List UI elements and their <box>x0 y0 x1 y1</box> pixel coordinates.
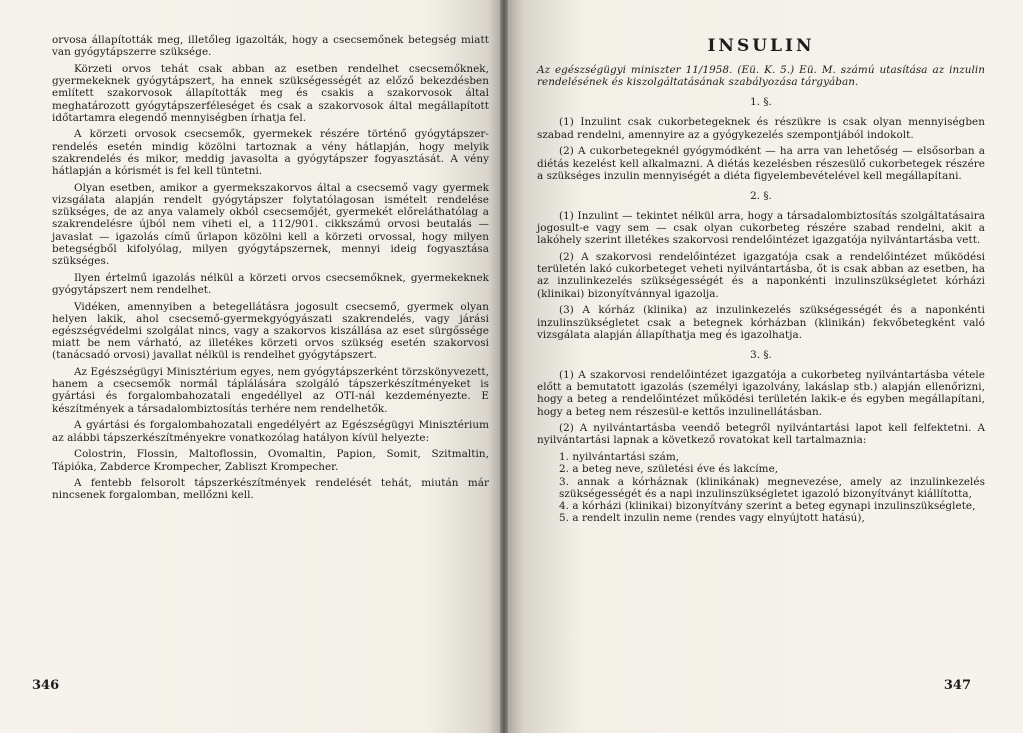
left-paragraph-7: A gyártási és forgalombahozatali engedélyért az Egészségügyi Minisztérium az alábbi tápszerkészítményekre vonatkozólag hatályon kívül helyezte: <box>52 419 489 444</box>
list-item: 1. nyilvántartási szám, <box>559 451 680 464</box>
left-paragraph-2: A körzeti orvosok csecsemők, gyermekek részére történő gyógytápszer-rendelés esetén mindig közölni tartoznak a vény hátlapján, hogy melyik szakrendelés és mikor, meddig javasolta a gyógytápszer fogyasztását. A vény hátlapján a kórismét is fel kell tüntetni. <box>52 128 489 178</box>
left-paragraph-8: Colostrin, Flossin, Maltoflossin, Ovomaltin, Papion, Somit, Szitmaltin, Tápióka, Zabderce Krompecher, Zabliszt Krompecher. <box>52 448 489 473</box>
list-item: 3. annak a kórháznak (klinikának) megnevezése, amely az inzulinkezelés szükségességét és a napi inzulinszükségletet igazoló bizonyítványt kiállította, <box>559 475 985 500</box>
right-page-number: 347 <box>943 678 971 693</box>
section-heading-2: 2. §. <box>750 189 772 202</box>
book-gutter <box>500 0 508 733</box>
section-2-paragraph-1: (2) A szakorvosi rendelőintézet igazgatója csak a rendelőintézet működési területén lakó cukorbeteget veheti nyilvántartásba, őt is csak abban az esetben, ha az inzulinkezelés szükségességét és a naponkénti inzulinszükségletet kórházi (klinikai) bizonyítvánnyal igazolja. <box>537 251 985 300</box>
left-paragraph-9: A fentebb felsorolt tápszerkészítmények rendelését tehát, miután már nincsenek forgalomban, mellőzni kell. <box>52 477 489 502</box>
list-item: 4. a kórházi (klinikai) bizonyítvány szerint a beteg egynapi inzulinszükséglete, <box>559 499 976 512</box>
left-paragraph-4: Ilyen értelmű igazolás nélkül a körzeti orvos csecsemőknek, gyermekeknek gyógytápszert nem rendelhet. <box>52 271 489 296</box>
left-paragraph-1: Körzeti orvos tehát csak abban az esetben rendelhet csecsemőknek, gyermekeknek gyógytápszert, ha ennek szükségességét az előző bekezdésben említett szakorvosok állapították meg és csakis a szakorvosok által meghatározott gyógytápszerféleséget és csak a szakorvosok által megállapított időtartamra elegendő mennyiségben írhatja fel. <box>52 62 489 124</box>
left-paragraph-6: Az Egészségügyi Minisztérium egyes, nem gyógytápszerként törzskönyvezett, hanem a csecsemők normál táplálására szolgáló tápszerkészítményeket is gyártási és forgalombahozatali engedéllyel az OTI-nál kezdeményezte. E készítmények a társadalombiztosítás terhére nem rendelhetők. <box>52 366 489 415</box>
section-heading-1: 1. §. <box>750 96 772 109</box>
section-2-paragraph-0: (1) Inzulint — tekintet nélkül arra, hogy a társadalombiztosítás szolgáltatásaira jogosult-e vagy sem — csak olyan cukorbeteg részére szabad rendelni, akit a lakóhely szerint illetékes szakorvosi rendelőintézet igazgatója nyilvántartásba vett. <box>537 209 985 247</box>
section-heading-3: 3. §. <box>750 348 772 361</box>
list-item: 2. a beteg neve, születési éve és lakcíme, <box>559 463 779 476</box>
left-paragraph-3: Olyan esetben, amikor a gyermekszakorvos által a csecsemő vagy gyermek vizsgálata alapján rendelt gyógytápszer folytatólagosan ismételt rendelése szükséges, de az anya valamely okból csecsemőjét, gyermekét előreláthatólag a szakrendelésre újból nem viheti el, a 112/901. cikkszámú orvosi beutalás — javaslat — igazolás című űrlapon közölni kell a körzeti orvossal, hogy milyen betegségből kifolyólag, milyen gyógytápszernek, mennyi ideig fogyasztása szükséges. <box>52 181 489 267</box>
right-page <box>503 0 1023 733</box>
list-item: 5. a rendelt inzulin neme (rendes vagy elnyújtott hatású), <box>559 512 865 525</box>
section-1-paragraph-0: (1) Inzulint csak cukorbetegeknek és részükre is csak olyan mennyiségben szabad rendelni, amennyire az a gyógykezelés szempontjából indokolt. <box>537 116 985 141</box>
section-1-paragraph-1: (2) A cukorbetegeknél gyógymódként — ha arra van lehetőség — elsősorban a diétás kezelést kell alkalmazni. A diétás kezelésben részesülő cukorbetegek részére a szükséges inzulin mennyiségét a diéta figyelembevételével kell megállapítani. <box>537 145 985 182</box>
section-3-paragraph-0: (1) A szakorvosi rendelőintézet igazgatója a cukorbeteg nyilvántartásba vétele előtt a bemutatott igazolás (személyi igazolvány, lakáslap stb.) alapján ellenőrizni, hogy a beteg a rendelőintézet működési területén lakik-e és egyben megállapítani, hogy a beteg nem részesül-e kettős inzulinellátásban. <box>537 368 985 418</box>
section-3-paragraph-1: (2) A nyilvántartásba veendő betegről nyilvántartási lapot kell felfektetni. A nyilvántartási lapnak a következő rovatokat kell tartalmaznia: <box>537 422 985 447</box>
left-page <box>0 0 503 733</box>
left-paragraph-5: Vidéken, amennyiben a betegellátásra jogosult csecsemő, gyermek olyan helyen lakik, ahol csecsemő-gyermekgyógyászati szakrendelés, vagy járási egészségvédelmi szolgálat nincs, vagy a szakorvos kiszállása az eset sürgőssége miatt be nem várható, az illetékes körzeti orvos szükség esetén szakorvosi (tanácsadó orvosi) javallat nélkül is rendelhet gyógytápszert. <box>52 300 489 362</box>
section-2-paragraph-2: (3) A kórház (klinika) az inzulinkezelés szükségességét és a naponkénti inzulinszükségletet csak a betegnek kórházban (klinikán) fekvőbetegként való vizsgálata alapján állapíthatja meg és igazolhatja. <box>537 304 985 341</box>
left-paragraph-0: orvosa állapították meg, illetőleg igazolták, hogy a csecsemőnek betegség miatt van gyógytápszerre szüksége. <box>52 34 489 59</box>
left-page-number: 346 <box>32 678 60 693</box>
chapter-title: INSULIN <box>707 36 815 56</box>
decree-subtitle: Az egészségügyi miniszter 11/1958. (Eü. K. 5.) Eü. M. számú utasítása az inzulin rendelésének és kiszolgáltatásának szabályozása tárgyában. <box>537 64 985 89</box>
